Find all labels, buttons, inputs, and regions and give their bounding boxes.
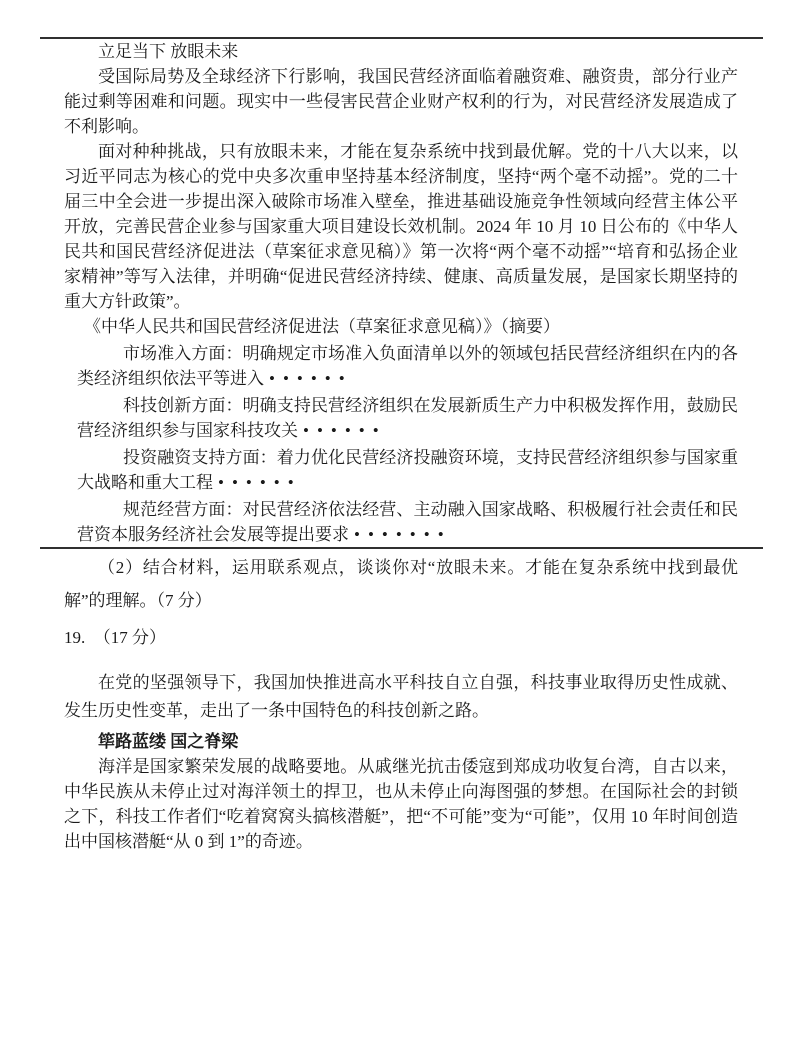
law-summary-title: 《中华人民共和国民营经济促进法（草案征求意见稿）》（摘要）: [84, 317, 560, 336]
summary-item-standard-operation: [77, 497, 738, 547]
ellipsis-dots: •••••••: [354, 525, 452, 544]
question-2-text: （2）结合材料，运用联系观点，谈谈你对“放眼未来。才能在复杂系统中找到最优解”的理解。（7 分）: [64, 558, 738, 610]
summary-item-text: 市场准入方面：明确规定市场准入负面清单以外的领域包括民营经济组织在内的各类经济组织依法平等进入: [77, 344, 738, 388]
summary-item-text: 规范经营方面：对民营经济依法经营、主动融入国家战略、积极履行社会责任和民营资本服务经济社会发展等提出要求: [77, 500, 738, 544]
material-paragraph-2: 面对种种挑战，只有放眼未来，才能在复杂系统中找到最优解。党的十八大以来，以习近平同志为核心的党中央多次重申坚持基本经济制度，坚持“两个毫不动摇”。党的二十届三中全会进一步提出深入破除市场准入壁垒，推进基础设施竞争性领域向经营主体公平开放，完善民营企业参与国家重大项目建设长效机制。2024 年 10 月 10 日公布的《中华人民共和国民营经济促进法（草案征求意见稿）》第一次将“两个毫不动摇”“培育和弘扬企业家精神”等写入法律，并明确“促进民营经济持续、健康、高质量发展，是国家长期坚持的重大方针政策”。: [64, 142, 738, 311]
tech-material-paragraph: 海洋是国家繁荣发展的战略要地。从戚继光抗击倭寇到郑成功收复台湾，自古以来，中华民族从未停止过对海洋领土的捍卫，也从未停止向海图强的梦想。在国际社会的封锁之下，科技工作者们“吃着窝窝头搞核潜艇”，把“不可能”变为“可能”，仅用 10 年时间创造出中国核潜艇“从 0 到 1”的奇迹。: [64, 757, 738, 851]
summary-item-investment-financing: [77, 445, 738, 495]
tech-intro-paragraph: 在党的坚强领导下，我国加快推进高水平科技自立自强，科技事业取得历史性成就、发生历史性变革，走出了一条中国特色的科技创新之路。: [64, 673, 738, 720]
summary-item-market-access: [77, 341, 738, 391]
question-19-header: 19. （17 分）: [64, 628, 166, 647]
tech-material-heading: 筚路蓝缕 国之脊梁: [98, 732, 239, 751]
page-content: [64, 0, 738, 854]
summary-item-text: 科技创新方面：明确支持民营经济组织在发展新质生产力中积极发挥作用，鼓励民营经济组织参与国家科技攻关: [77, 396, 738, 440]
material-heading: 立足当下 放眼未来: [98, 42, 239, 61]
ellipsis-dots: ••••••: [269, 369, 353, 388]
ellipsis-dots: ••••••: [218, 473, 302, 492]
summary-item-text: 投资融资支持方面：着力优化民营经济投融资环境，支持民营经济组织参与国家重大战略和重大工程: [77, 448, 738, 492]
ellipsis-dots: ••••••: [303, 421, 387, 440]
material-paragraph-1: 受国际局势及全球经济下行影响，我国民营经济面临着融资难、融资贵，部分行业产能过剩等困难和问题。现实中一些侵害民营企业财产权利的行为，对民营经济发展造成了不利影响。: [64, 67, 738, 136]
summary-item-tech-innovation: [77, 393, 738, 443]
